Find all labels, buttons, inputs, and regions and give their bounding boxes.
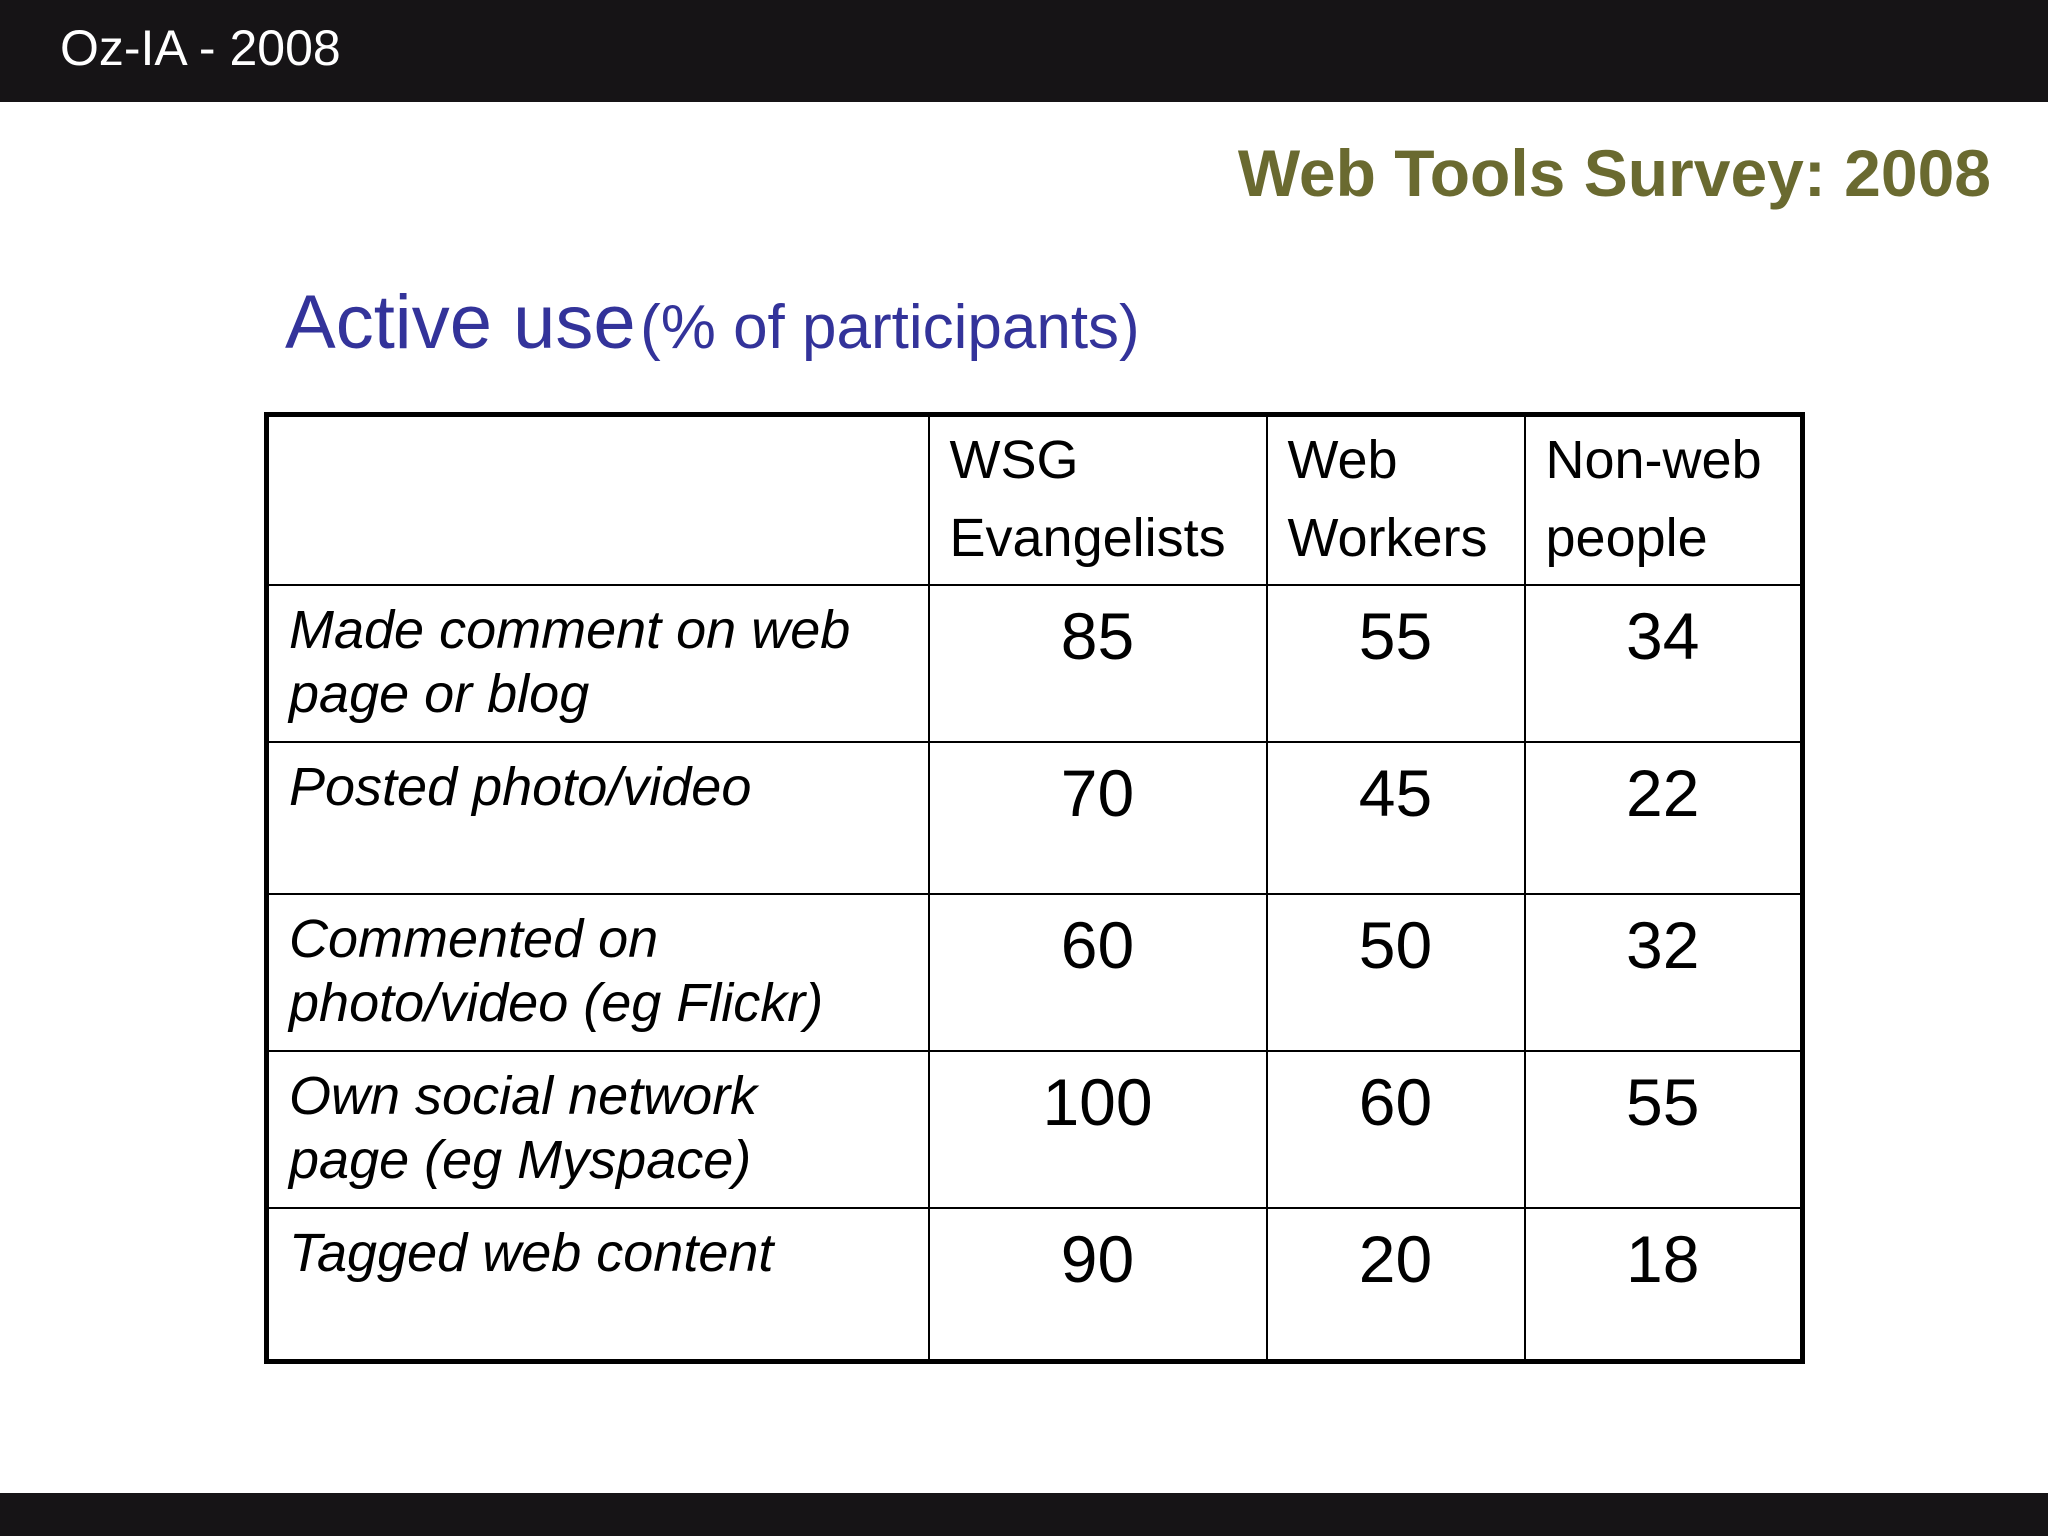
row-label: [267, 742, 929, 894]
value-cell: 45: [1267, 742, 1525, 894]
column-header-line: WSG: [949, 430, 1079, 490]
column-header-wsg-evangelists: [929, 415, 1267, 585]
value-cell: 32: [1525, 894, 1803, 1051]
header-label: Oz-IA - 2008: [60, 20, 341, 76]
row-label-line: Commented on: [289, 908, 659, 969]
value-cell: 50: [1267, 894, 1525, 1051]
row-label-line: Posted photo/video: [289, 756, 752, 817]
value-cell: 55: [1525, 1051, 1803, 1208]
row-label-line: Own social network: [289, 1065, 758, 1126]
row-label-line: photo/video (eg Flickr): [289, 972, 824, 1033]
row-label: [267, 1051, 929, 1208]
value-cell: 60: [929, 894, 1267, 1051]
heading-main: Active use: [285, 280, 636, 365]
row-label-line: page (eg Myspace): [289, 1129, 752, 1190]
value-cell: 70: [929, 742, 1267, 894]
row-label-line: Made comment on web: [289, 599, 851, 660]
value-cell: 18: [1525, 1208, 1803, 1362]
survey-table: [264, 412, 1805, 1364]
table-row: [267, 742, 1803, 894]
table-row: [267, 1208, 1803, 1362]
column-header-line: people: [1545, 508, 1708, 568]
value-cell: 100: [929, 1051, 1267, 1208]
value-cell: 60: [1267, 1051, 1525, 1208]
heading-subtitle: (% of participants): [640, 293, 1140, 362]
bottom-bar: [0, 1493, 2048, 1536]
row-label: [267, 1208, 929, 1362]
column-header-line: Non-web: [1545, 430, 1762, 490]
table-corner-cell: [267, 415, 929, 585]
value-cell: 22: [1525, 742, 1803, 894]
column-header-line: Web: [1287, 430, 1398, 490]
table-row: [267, 585, 1803, 742]
value-cell: 90: [929, 1208, 1267, 1362]
value-cell: 34: [1525, 585, 1803, 742]
top-bar: [0, 0, 2048, 102]
value-cell: 85: [929, 585, 1267, 742]
row-label: [267, 894, 929, 1051]
survey-title: Web Tools Survey: 2008: [1237, 136, 1991, 210]
row-label-line: page or blog: [289, 663, 590, 724]
slide-heading: [285, 278, 1140, 373]
column-header-non-web-people: [1525, 415, 1803, 585]
column-header-line: Workers: [1287, 508, 1488, 568]
column-header-web-workers: [1267, 415, 1525, 585]
row-label: [267, 585, 929, 742]
table-header-row: [267, 415, 1803, 585]
table-row: [267, 1051, 1803, 1208]
table-row: [267, 894, 1803, 1051]
value-cell: 20: [1267, 1208, 1525, 1362]
value-cell: 55: [1267, 585, 1525, 742]
row-label-line: Tagged web content: [289, 1222, 774, 1283]
column-header-line: Evangelists: [949, 508, 1226, 568]
